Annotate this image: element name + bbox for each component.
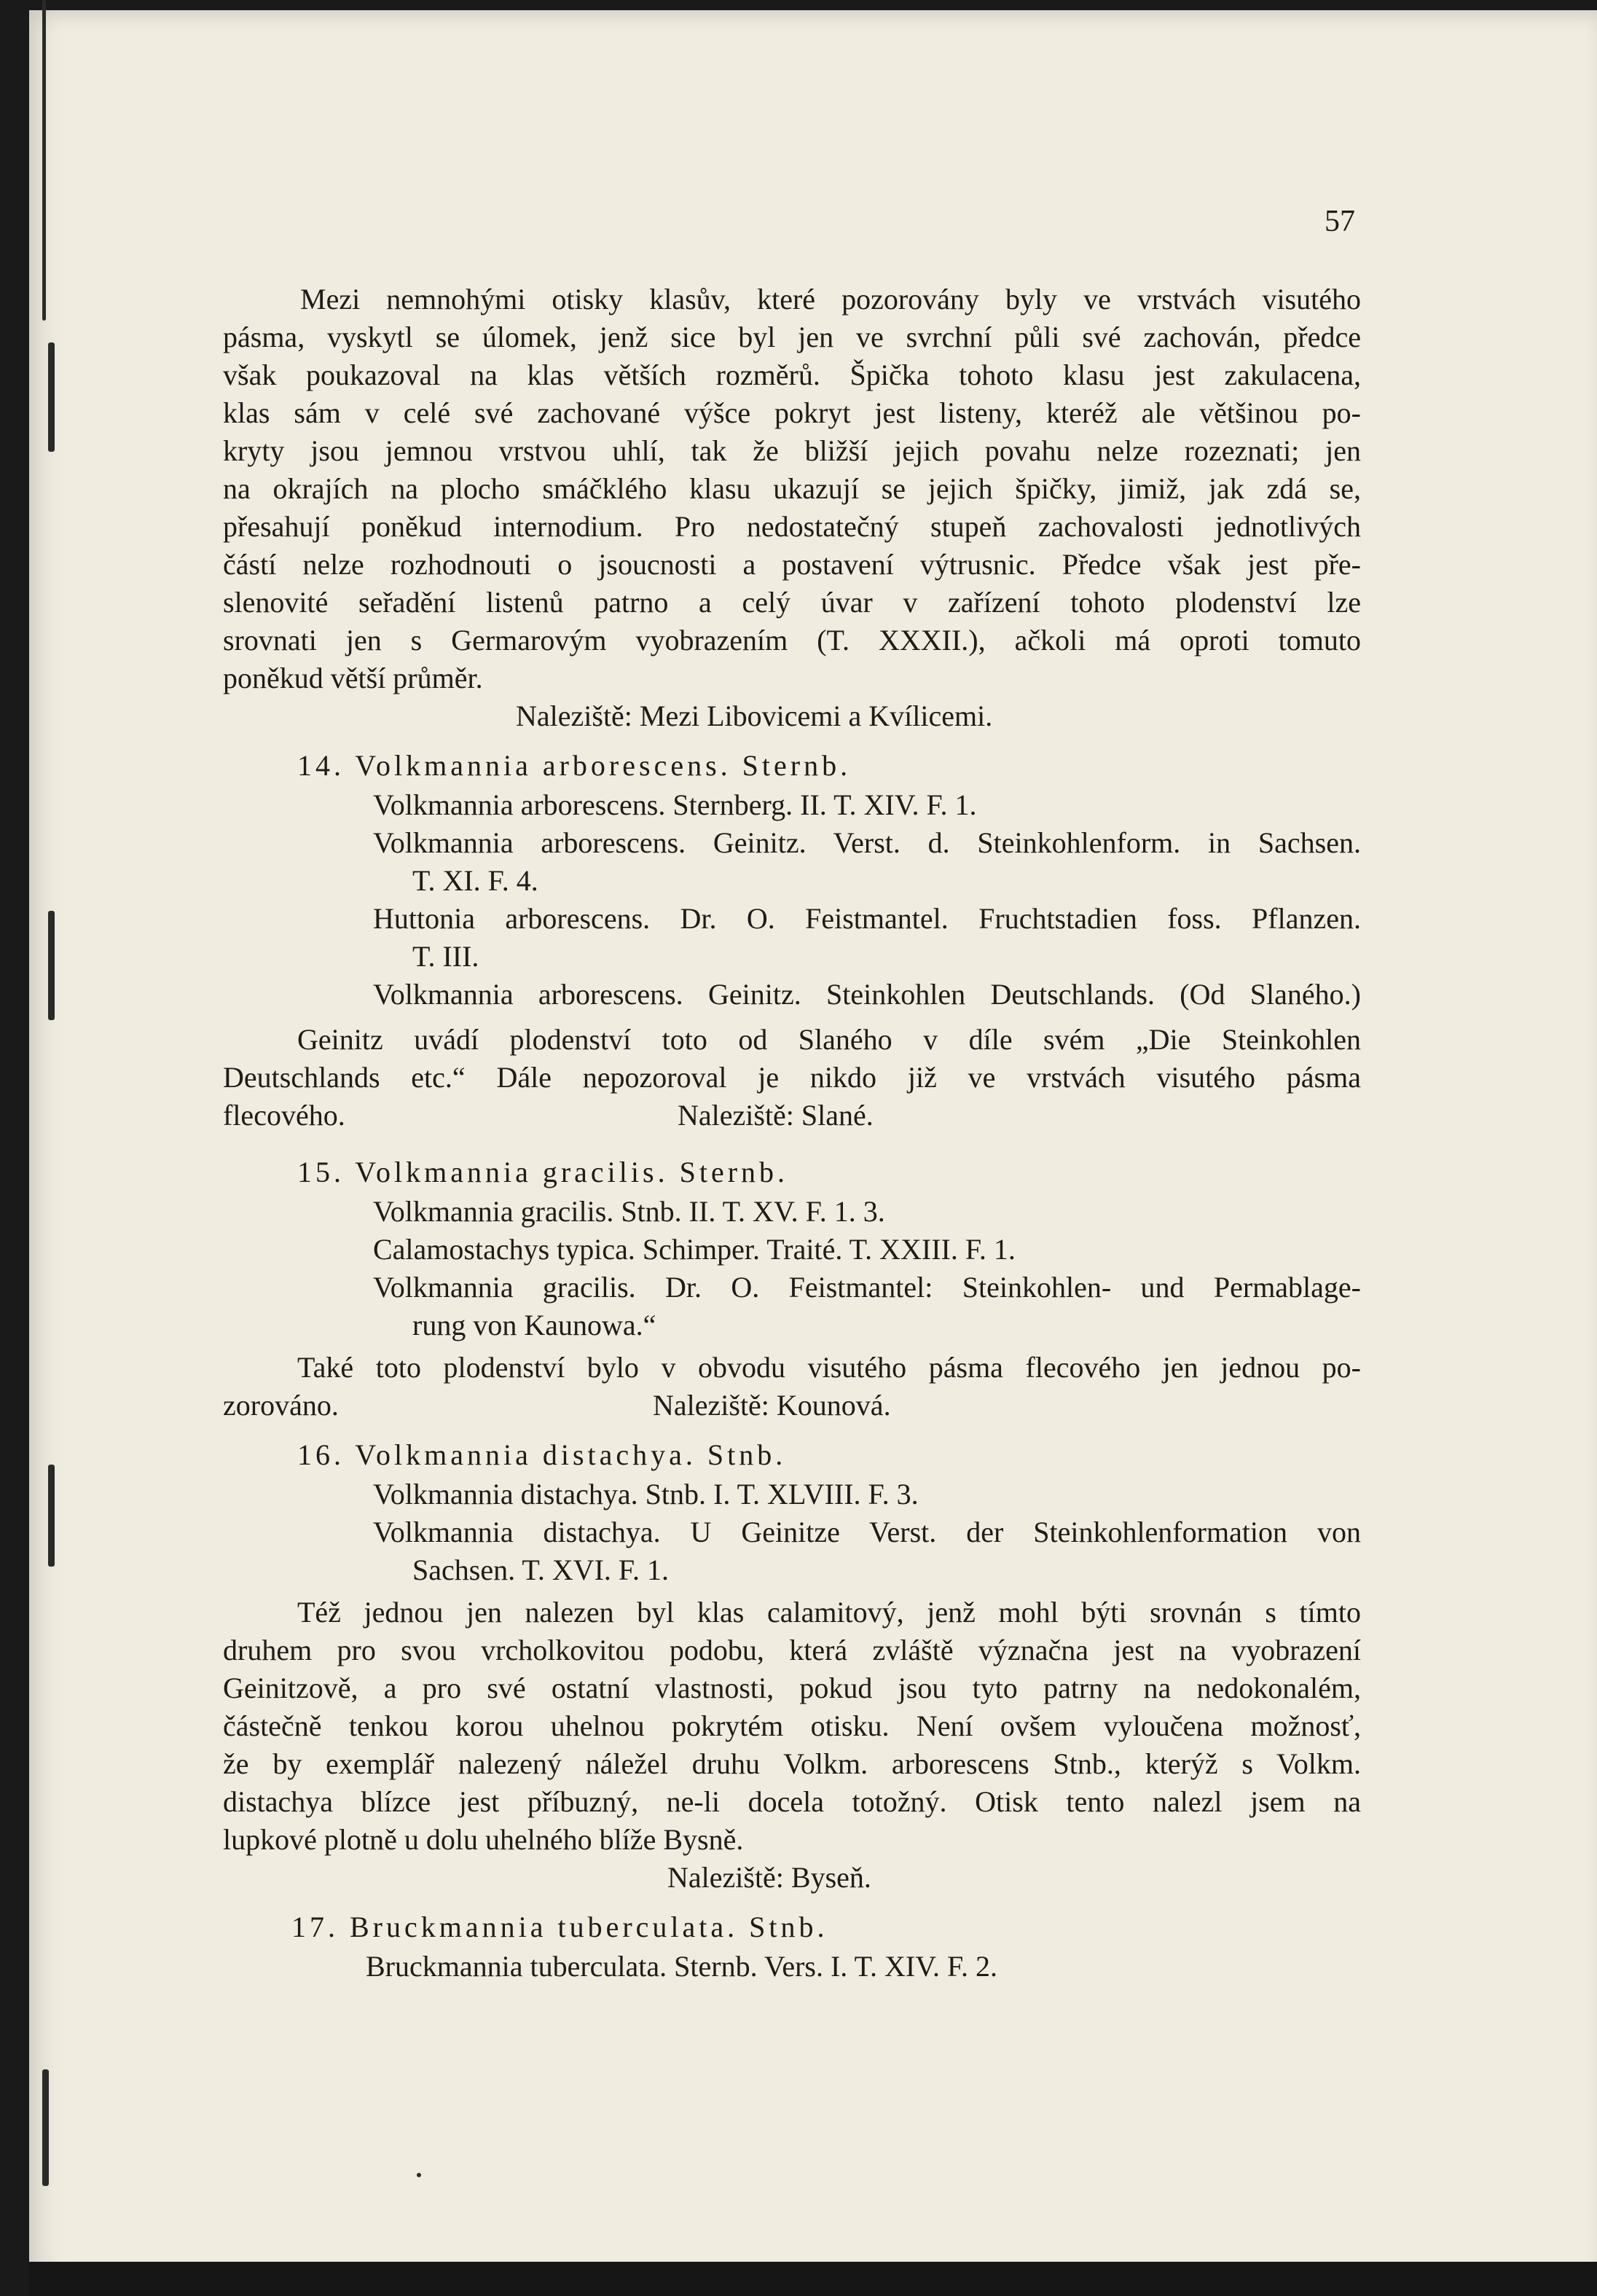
reference-line: Sachsen. T. XVI. F. 1. [412,1553,669,1586]
reference-line: rung von Kaunowa.“ [412,1309,656,1341]
paragraph-line: Deutschlands etc.“ Dále nepozoroval je nikdo již ve vrstvách visutého pásma [223,1061,1361,1094]
paragraph-line: slenovité seřadění listenů patrno a celý úvar v zařízení tohoto plodenství lze [223,586,1361,619]
reference-line: Volkmannia gracilis. Dr. O. Feistmantel: Steinkohlen- und Permablage- [373,1271,1361,1304]
paragraph-line: Též jednou jen nalezen byl klas calamitový, jenž mohl býti srovnán s tímto [297,1596,1361,1629]
page-number: 57 [1325,205,1355,238]
locality-line: Naleziště: Byseň. [667,1861,871,1894]
reference-line: Bruckmannia tuberculata. Sternb. Vers. I. T. XIV. F. 2. [366,1950,998,1983]
reference-line: Volkmannia distachya. Stnb. I. T. XLVIII. F. 3. [373,1478,919,1511]
locality-line: Naleziště: Kounová. [653,1389,891,1422]
paragraph-line: Geinitzově, a pro své ostatní vlastnosti, pokud jsou tyto patrny na nedokonalém, [223,1672,1361,1704]
paragraph-line: srovnati jen s Germarovým vyobrazením (T. XXXII.), ačkoli má oproti tomuto [223,624,1361,657]
paragraph-line: klas sám v celé své zachované výšce pokryt jest listeny, kteréž ale většinou po- [223,396,1361,429]
paragraph-line: zorováno. [223,1389,339,1422]
paragraph-line: Mezi nemnohými otisky klasův, které pozorovány byly ve vrstvách visutého [300,283,1361,316]
reference-line: Volkmannia arborescens. Sternberg. II. T. XIV. F. 1. [373,788,977,821]
paragraph-line: přesahují poněkud internodium. Pro nedostatečný stupeň zachovalosti jednotlivých [223,510,1361,543]
species-heading: 15. Volkmannia gracilis. Sternb. [297,1156,789,1188]
paragraph-line: lupkové plotně u dolu uhelného blíže Bysně. [223,1823,744,1856]
locality-line: Naleziště: Slané. [678,1099,874,1132]
paragraph-line: pásma, vyskytl se úlomek, jenž sice byl jen ve svrchní půli své zachován, předce [223,321,1361,353]
paragraph-line: že by exemplář nalezený náležel druhu Volkm. arborescens Stnb., kterýž s Volkm. [223,1747,1361,1780]
paragraph-line: na okrajích na plocho smáčklého klasu ukazují se jejich špičky, jimiž, jak zdá se, [223,472,1361,505]
paragraph-line: Také toto plodenství bylo v obvodu visutého pásma flecového jen jednou po- [297,1351,1361,1384]
paragraph-line: poněkud větší průměr. [223,662,483,694]
species-heading: 14. Volkmannia arborescens. Sternb. [297,749,852,782]
ink-speck [417,2173,421,2177]
paragraph-line: však poukazoval na klas větších rozměrů. Špička tohoto klasu jest zakulacena, [223,358,1361,391]
species-heading: 16. Volkmannia distachya. Stnb. [297,1438,787,1471]
paragraph-line: druhem pro svou vrcholkovitou podobu, která zvláště význačna jest na vyobrazení [223,1634,1361,1666]
reference-line: Volkmannia distachya. U Geinitze Verst. der Steinkohlenformation von [373,1516,1361,1548]
paragraph-line: Geinitz uvádí plodenství toto od Slaného v díle svém „Die Steinkohlen [297,1023,1361,1056]
paragraph-line: částečně tenkou korou uhelnou pokrytém otisku. Není ovšem vyloučena možnosť, [223,1709,1361,1742]
paragraph-line: distachya blízce jest příbuzný, ne-li docela totožný. Otisk tento nalezl jsem na [223,1785,1361,1818]
paragraph-line: flecového. [223,1099,345,1132]
paragraph-line: kryty jsou jemnou vrstvou uhlí, tak že bližší jejich povahu nelze rozeznati; jen [223,434,1361,467]
reference-line: T. XI. F. 4. [412,864,538,897]
paragraph-line: částí nelze rozhodnouti o jsoucnosti a postavení výtrusnic. Předce však jest pře- [223,548,1361,581]
reference-line: Volkmannia arborescens. Geinitz. Steinkohlen Deutschlands. (Od Slaného.) [373,978,1361,1011]
reference-line: T. III. [412,940,479,973]
reference-line: Huttonia arborescens. Dr. O. Feistmantel. Fruchtstadien foss. Pflanzen. [373,902,1361,935]
reference-line: Volkmannia gracilis. Stnb. II. T. XV. F. 1. 3. [373,1195,885,1228]
locality-line: Naleziště: Mezi Libovicemi a Kvílicemi. [516,700,993,732]
reference-line: Volkmannia arborescens. Geinitz. Verst. d. Steinkohlenform. in Sachsen. [373,826,1361,859]
species-heading: 17. Bruckmannia tuberculata. Stnb. [291,1911,828,1943]
reference-line: Calamostachys typica. Schimper. Traité. T. XXIII. F. 1. [373,1233,1016,1266]
